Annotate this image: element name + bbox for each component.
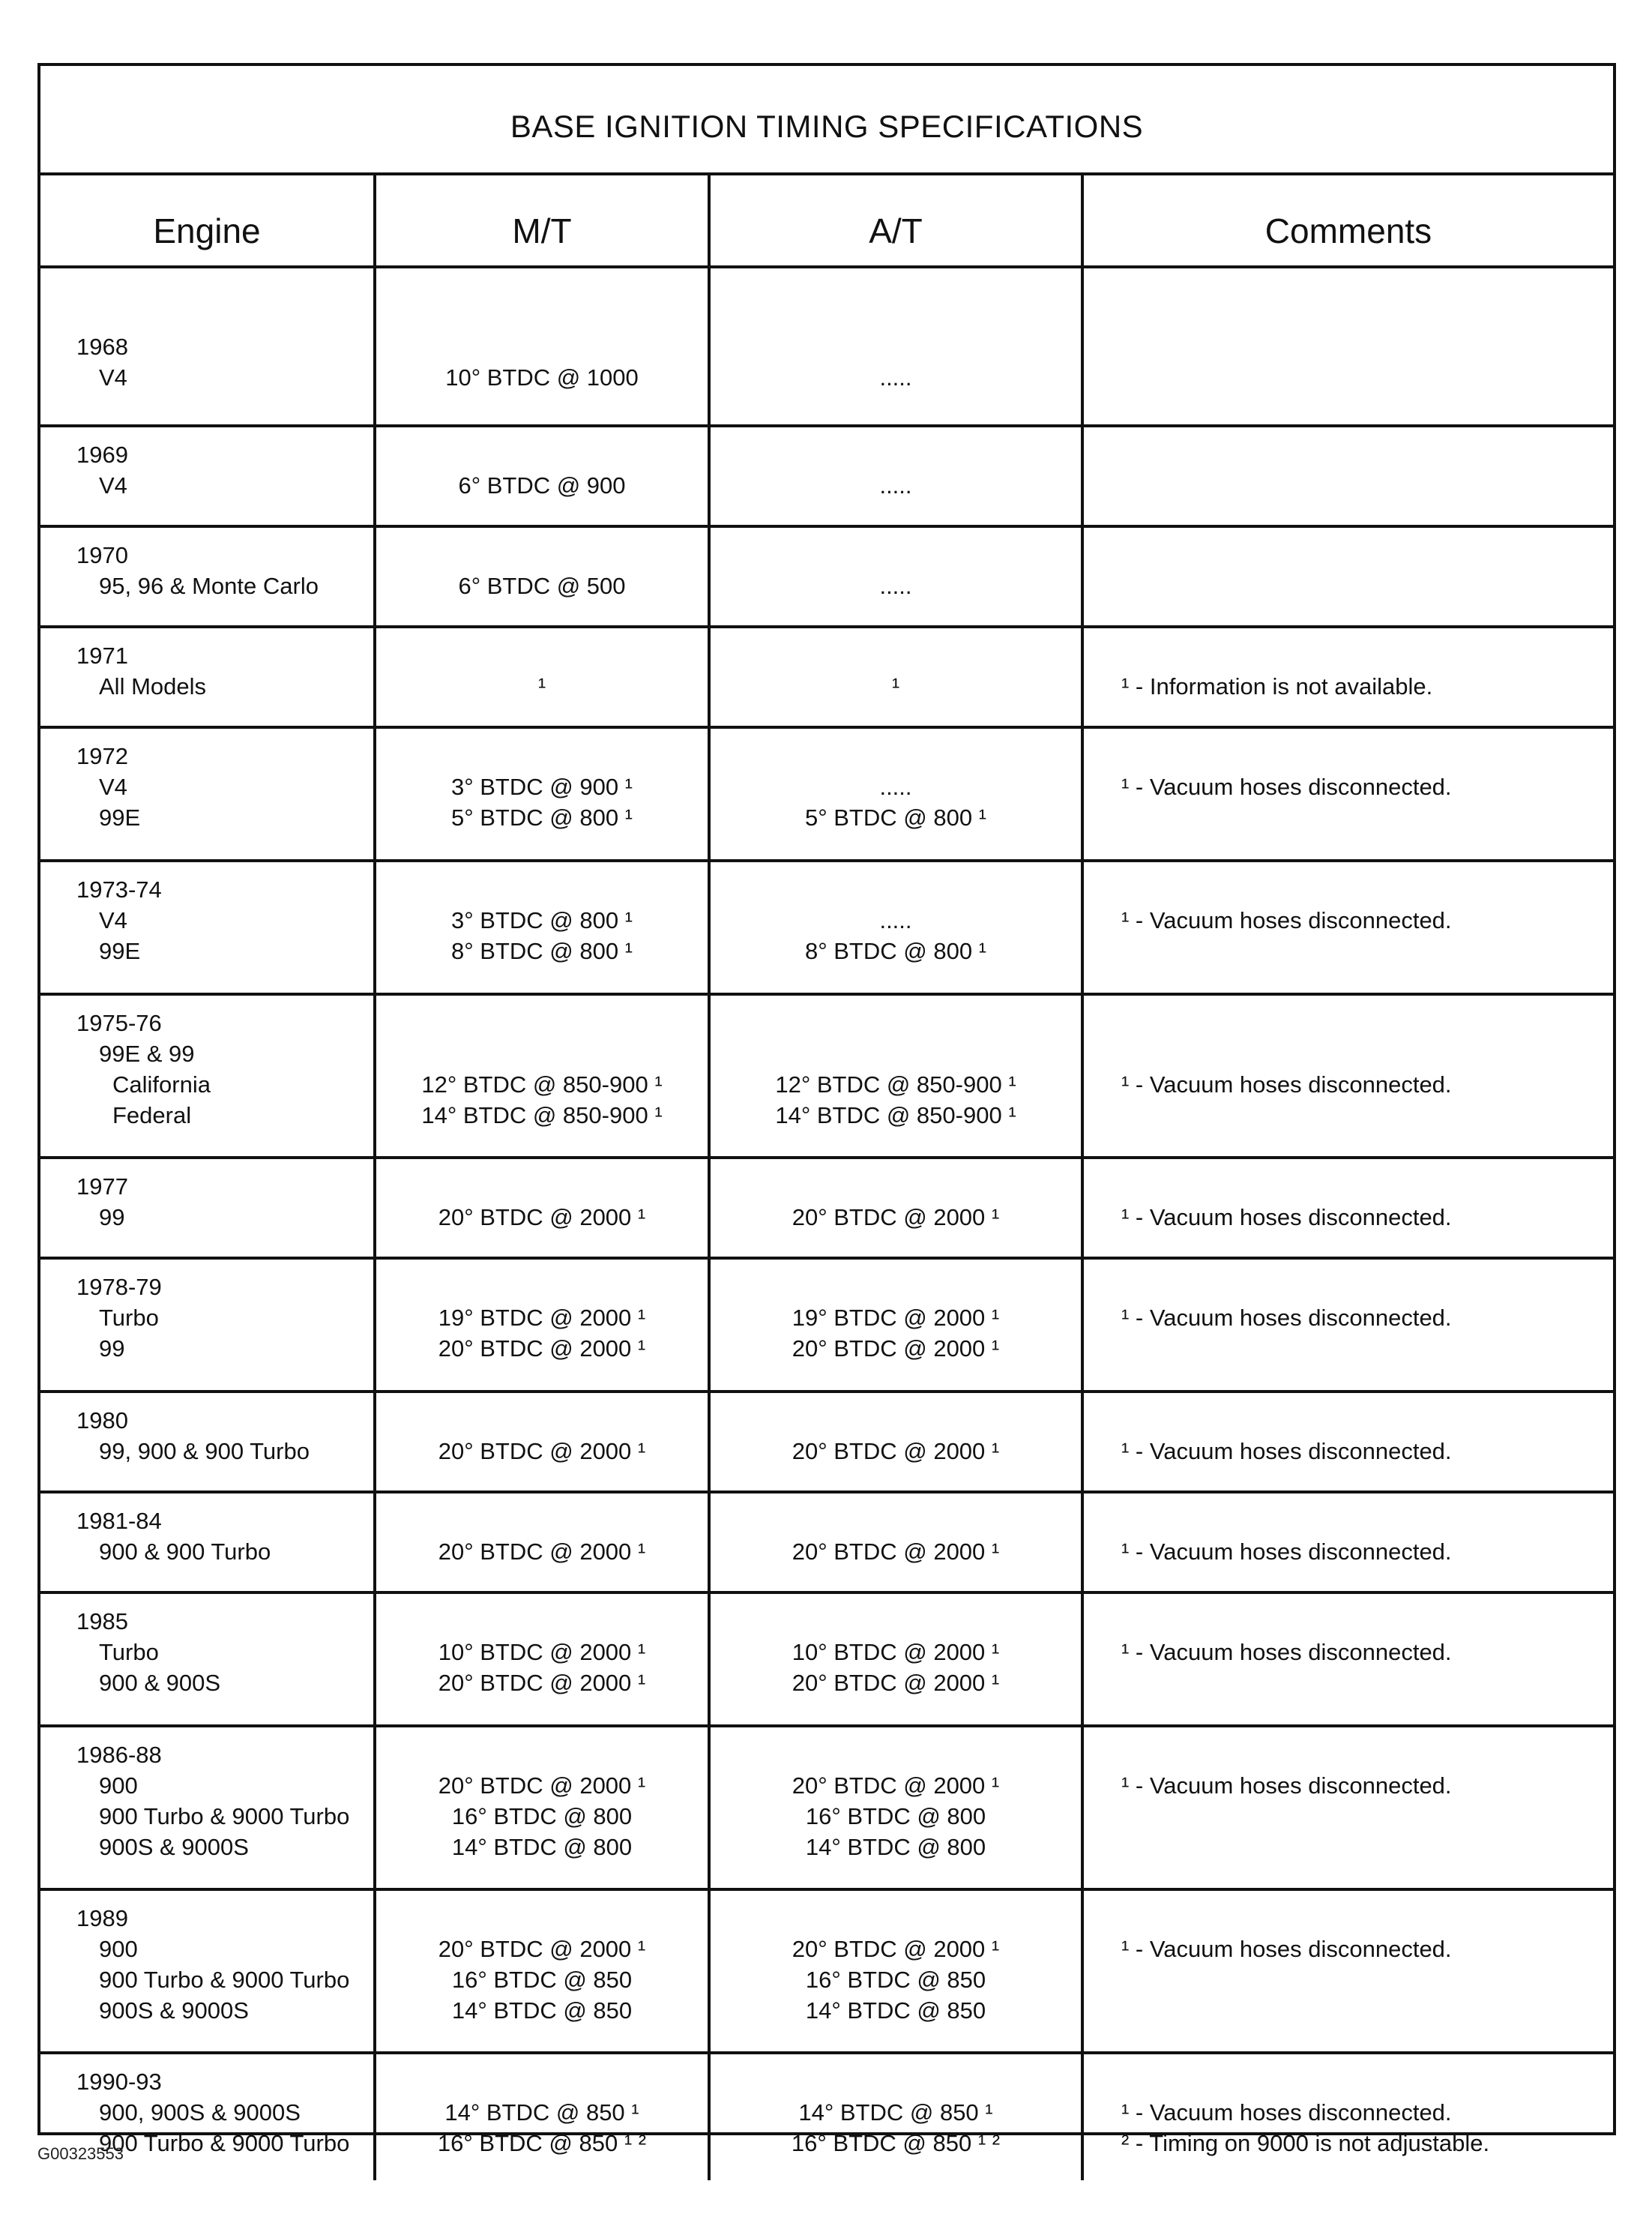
table-row — [40, 1492, 1613, 1592]
comment-cell — [1082, 1889, 1613, 2053]
at-cell — [709, 1158, 1082, 1258]
engine-name: All Models — [99, 673, 206, 700]
mt-cell — [375, 1726, 709, 1889]
mt-timing: 20° BTDC @ 2000 ¹ — [438, 1670, 646, 1696]
comment-cell — [1082, 1258, 1613, 1392]
table-row — [40, 861, 1613, 994]
comment-text: ¹ - Vacuum hoses disconnected. — [1121, 1438, 1452, 1464]
table-row — [40, 1158, 1613, 1258]
comment-cell — [1082, 861, 1613, 994]
at-timing — [711, 1038, 1081, 1069]
comment-cell — [1082, 994, 1613, 1158]
at-timing: 20° BTDC @ 2000 ¹ — [792, 1670, 1000, 1696]
engine-name: 99E — [99, 804, 141, 831]
at-cell — [709, 1258, 1082, 1392]
at-cell — [709, 1492, 1082, 1592]
mt-timing: 16° BTDC @ 800 — [451, 1803, 633, 1829]
at-cell — [709, 2053, 1082, 2180]
at-timing: 14° BTDC @ 850 — [805, 1997, 986, 2024]
mt-timing: 10° BTDC @ 1000 — [445, 364, 639, 391]
mt-timing: 3° BTDC @ 900 ¹ — [451, 774, 633, 800]
mt-timing: 20° BTDC @ 2000 ¹ — [438, 1936, 646, 1962]
mt-cell — [375, 861, 709, 994]
engine-cell — [40, 994, 375, 1158]
at-cell — [709, 727, 1082, 861]
table-row — [40, 1392, 1613, 1492]
at-timing: ..... — [879, 774, 912, 800]
at-timing: 5° BTDC @ 800 ¹ — [805, 804, 986, 831]
comment-cell — [1082, 1158, 1613, 1258]
engine-name: 900 Turbo & 9000 Turbo — [99, 1967, 350, 1993]
mt-cell — [375, 1158, 709, 1258]
mt-timing: 14° BTDC @ 850 — [451, 1997, 633, 2024]
at-timing: 12° BTDC @ 850-900 ¹ — [775, 1071, 1016, 1098]
table-row — [40, 526, 1613, 627]
mt-timing: 3° BTDC @ 800 ¹ — [451, 907, 633, 933]
mt-timing: 19° BTDC @ 2000 ¹ — [438, 1305, 646, 1331]
table-row — [40, 1726, 1613, 1889]
engine-cell — [40, 1889, 375, 2053]
model-year: 1980 — [76, 1407, 128, 1434]
mt-cell — [375, 994, 709, 1158]
mt-timing: 20° BTDC @ 2000 ¹ — [438, 1538, 646, 1565]
engine-cell — [40, 1392, 375, 1492]
mt-timing: 14° BTDC @ 800 — [451, 1834, 633, 1860]
at-cell — [709, 1592, 1082, 1726]
mt-timing: 20° BTDC @ 2000 ¹ — [438, 1772, 646, 1799]
mt-timing: 16° BTDC @ 850 — [451, 1967, 633, 1993]
at-timing: 14° BTDC @ 850 ¹ — [798, 2099, 993, 2126]
engine-name: 900 & 900 Turbo — [99, 1538, 271, 1565]
mt-timing: 5° BTDC @ 800 ¹ — [451, 804, 633, 831]
mt-timing: 20° BTDC @ 2000 ¹ — [438, 1204, 646, 1230]
mt-timing: 10° BTDC @ 2000 ¹ — [438, 1639, 646, 1665]
engine-cell — [40, 1726, 375, 1889]
mt-timing: 8° BTDC @ 800 ¹ — [451, 938, 633, 964]
comment-cell — [1082, 627, 1613, 727]
at-cell — [709, 861, 1082, 994]
table-row — [40, 1889, 1613, 2053]
comment-text: ¹ - Vacuum hoses disconnected. — [1121, 1538, 1452, 1565]
at-cell — [709, 994, 1082, 1158]
comment-text: ¹ - Vacuum hoses disconnected. — [1121, 1204, 1452, 1230]
model-year: 1986-88 — [76, 1742, 162, 1768]
figure-id: G00323553 — [37, 2144, 124, 2163]
table-row — [40, 727, 1613, 861]
mt-timing — [376, 1038, 708, 1069]
header-mt: M/T — [375, 175, 709, 267]
at-timing: 16° BTDC @ 850 ¹ ² — [791, 2130, 1001, 2156]
model-year: 1981-84 — [76, 1508, 162, 1534]
mt-timing: 6° BTDC @ 900 — [458, 472, 626, 499]
at-timing: 14° BTDC @ 800 — [805, 1834, 986, 1860]
mt-cell — [375, 267, 709, 426]
comment-text: ¹ - Vacuum hoses disconnected. — [1121, 1772, 1452, 1799]
comment-text: ² - Timing on 9000 is not adjustable. — [1121, 2130, 1490, 2156]
engine-name: 900S & 9000S — [99, 1997, 249, 2024]
model-year: 1970 — [76, 542, 128, 568]
model-year: 1968 — [76, 334, 128, 360]
at-timing: 20° BTDC @ 2000 ¹ — [792, 1936, 1000, 1962]
engine-name: 99 — [99, 1335, 125, 1362]
mt-timing: 6° BTDC @ 500 — [458, 573, 626, 599]
model-year: 1990-93 — [76, 2069, 162, 2095]
engine-cell — [40, 1492, 375, 1592]
model-year: 1975-76 — [76, 1010, 162, 1036]
engine-cell — [40, 627, 375, 727]
engine-cell — [40, 526, 375, 627]
engine-cell — [40, 1592, 375, 1726]
table-row — [40, 426, 1613, 526]
engine-name: California — [112, 1071, 211, 1098]
comment-text: ¹ - Vacuum hoses disconnected. — [1121, 1305, 1452, 1331]
comment-cell — [1082, 526, 1613, 627]
model-year: 1978-79 — [76, 1274, 162, 1300]
model-year: 1972 — [76, 743, 128, 769]
table-row — [40, 2053, 1613, 2180]
mt-cell — [375, 1592, 709, 1726]
engine-name: Turbo — [99, 1639, 159, 1665]
table-row — [40, 1258, 1613, 1392]
table-row — [40, 267, 1613, 426]
at-timing: 8° BTDC @ 800 ¹ — [805, 938, 986, 964]
engine-name: 99E — [99, 938, 141, 964]
at-timing: 16° BTDC @ 800 — [805, 1803, 986, 1829]
at-timing: 10° BTDC @ 2000 ¹ — [792, 1639, 1000, 1665]
at-cell — [709, 1889, 1082, 2053]
mt-cell — [375, 627, 709, 727]
table-row — [40, 627, 1613, 727]
comment-text: ¹ - Vacuum hoses disconnected. — [1121, 2099, 1452, 2126]
engine-cell — [40, 727, 375, 861]
comment-text: ¹ - Vacuum hoses disconnected. — [1121, 774, 1452, 800]
header-comments: Comments — [1082, 175, 1613, 267]
mt-cell — [375, 1889, 709, 2053]
mt-timing: 14° BTDC @ 850 ¹ — [444, 2099, 639, 2126]
at-timing: 20° BTDC @ 2000 ¹ — [792, 1204, 1000, 1230]
engine-name: 900 — [99, 1772, 138, 1799]
at-cell — [709, 526, 1082, 627]
engine-name: 900 Turbo & 9000 Turbo — [99, 2130, 350, 2156]
comment-cell — [1082, 727, 1613, 861]
mt-cell — [375, 727, 709, 861]
mt-timing: 12° BTDC @ 850-900 ¹ — [421, 1071, 663, 1098]
table-row — [40, 1592, 1613, 1726]
table-title: BASE IGNITION TIMING SPECIFICATIONS — [40, 66, 1613, 175]
engine-name: 900 — [99, 1936, 138, 1962]
at-cell — [709, 426, 1082, 526]
mt-timing: ¹ — [537, 673, 546, 700]
comment-cell — [1082, 1592, 1613, 1726]
engine-cell — [40, 1258, 375, 1392]
engine-name: V4 — [99, 364, 127, 391]
at-timing: ..... — [879, 364, 912, 391]
at-cell — [709, 1726, 1082, 1889]
at-cell — [709, 267, 1082, 426]
engine-name: 99, 900 & 900 Turbo — [99, 1438, 310, 1464]
header-at: A/T — [709, 175, 1082, 267]
mt-cell — [375, 526, 709, 627]
comment-cell — [1082, 426, 1613, 526]
engine-name: 900S & 9000S — [99, 1834, 249, 1860]
at-cell — [709, 1392, 1082, 1492]
engine-name: V4 — [99, 907, 127, 933]
model-year: 1969 — [76, 442, 128, 468]
engine-name: V4 — [99, 774, 127, 800]
engine-name: Turbo — [99, 1305, 159, 1331]
comment-cell — [1082, 1392, 1613, 1492]
comment-cell — [1082, 2053, 1613, 2180]
engine-name: 99E & 99 — [99, 1041, 195, 1067]
engine-cell — [40, 861, 375, 994]
mt-timing: 20° BTDC @ 2000 ¹ — [438, 1335, 646, 1362]
at-timing: 19° BTDC @ 2000 ¹ — [792, 1305, 1000, 1331]
model-year: 1973-74 — [76, 876, 162, 903]
mt-cell — [375, 2053, 709, 2180]
engine-cell — [40, 426, 375, 526]
model-year: 1989 — [76, 1905, 128, 1931]
model-year: 1977 — [76, 1173, 128, 1200]
mt-timing: 14° BTDC @ 850-900 ¹ — [421, 1102, 663, 1128]
header-engine: Engine — [40, 175, 375, 267]
at-timing: ¹ — [891, 673, 900, 700]
engine-cell — [40, 267, 375, 426]
at-timing: ..... — [879, 472, 912, 499]
comment-text: ¹ - Vacuum hoses disconnected. — [1121, 1936, 1452, 1962]
at-cell — [709, 627, 1082, 727]
mt-cell — [375, 1492, 709, 1592]
at-timing: 16° BTDC @ 850 — [805, 1967, 986, 1993]
spec-table — [40, 175, 1613, 2180]
header-row — [40, 175, 1613, 267]
at-timing: ..... — [879, 573, 912, 599]
comment-text: ¹ - Vacuum hoses disconnected. — [1121, 1071, 1452, 1098]
mt-timing: 16° BTDC @ 850 ¹ ² — [437, 2130, 647, 2156]
comment-text: ¹ - Vacuum hoses disconnected. — [1121, 1639, 1452, 1665]
comment-cell — [1082, 267, 1613, 426]
engine-name: Federal — [112, 1102, 192, 1128]
table-row — [40, 994, 1613, 1158]
at-timing: 20° BTDC @ 2000 ¹ — [792, 1772, 1000, 1799]
mt-cell — [375, 1392, 709, 1492]
at-timing: 20° BTDC @ 2000 ¹ — [792, 1538, 1000, 1565]
engine-cell — [40, 1158, 375, 1258]
at-timing: 20° BTDC @ 2000 ¹ — [792, 1438, 1000, 1464]
engine-name: 900 & 900S — [99, 1670, 221, 1696]
mt-timing: 20° BTDC @ 2000 ¹ — [438, 1438, 646, 1464]
engine-name: V4 — [99, 472, 127, 499]
engine-name: 900 Turbo & 9000 Turbo — [99, 1803, 350, 1829]
comment-cell — [1082, 1726, 1613, 1889]
engine-name: 99 — [99, 1204, 125, 1230]
at-timing: ..... — [879, 907, 912, 933]
engine-name: 900, 900S & 9000S — [99, 2099, 301, 2126]
mt-cell — [375, 426, 709, 526]
at-timing: 20° BTDC @ 2000 ¹ — [792, 1335, 1000, 1362]
at-timing: 14° BTDC @ 850-900 ¹ — [775, 1102, 1016, 1128]
comment-text: ¹ - Vacuum hoses disconnected. — [1121, 907, 1452, 933]
model-year: 1971 — [76, 643, 128, 669]
mt-cell — [375, 1258, 709, 1392]
comment-text: ¹ - Information is not available. — [1121, 673, 1433, 700]
engine-name: 95, 96 & Monte Carlo — [99, 573, 319, 599]
model-year: 1985 — [76, 1608, 128, 1634]
comment-cell — [1082, 1492, 1613, 1592]
